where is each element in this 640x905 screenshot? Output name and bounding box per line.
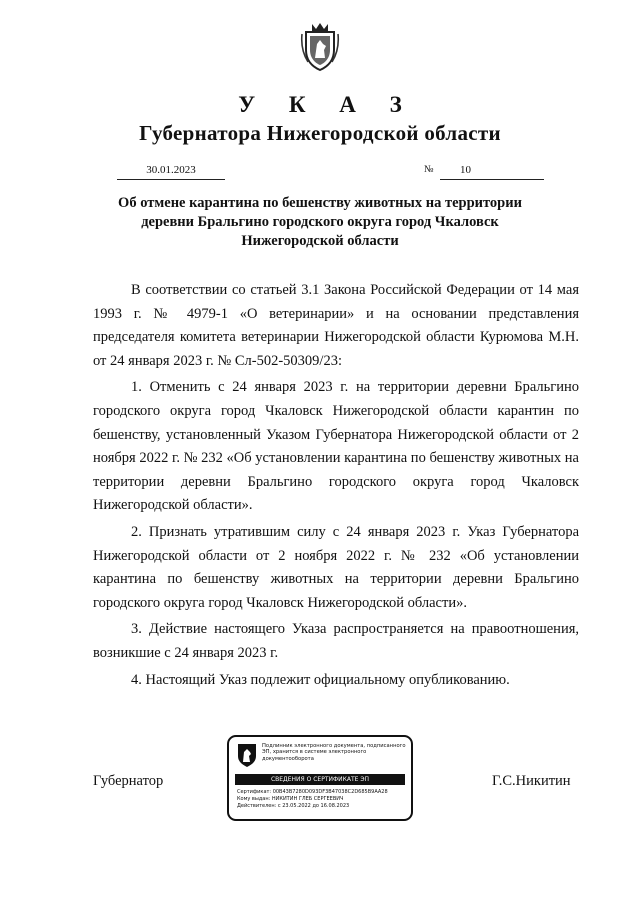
clause-2-paragraph: 2. Признать утратившим силу с 24 января 2023 г. Указ Губернатора Нижегородской области от 2 ноября 2022 г. № 232 «Об установлении карантина по бешенству животных на территории деревни Бральгино городского округа город Чкаловск Нижегородской области». — [93, 523, 579, 611]
certificate-serial: Сертификат: 00B43B7280D093DF3B47038C2D685B9AA28 — [237, 789, 388, 795]
electronic-signature-stamp — [227, 735, 413, 821]
stamp-certificate-banner: СВЕДЕНИЯ О СЕРТИФИКАТЕ ЭП — [235, 774, 405, 785]
issuer-title: Губернатора Нижегородской области — [139, 121, 501, 145]
preamble-paragraph: В соответствии со статьей 3.1 Закона Российской Федерации от 14 мая 1993 г. № 4979-1 «О ветеринарии» и на основании представления председателя комитета ветеринарии Нижегородской области Курюмова М.Н. от 24 января 2023 г. № Сл-502-50309/23: — [93, 282, 579, 369]
decree-number: 10 — [460, 164, 471, 176]
emblem-icon — [236, 742, 258, 768]
certificate-validity: Действителен: с 23.05.2022 до 16.08.2023 — [237, 803, 350, 809]
signatory-position: Губернатор — [93, 773, 164, 789]
decree-body — [93, 279, 579, 692]
clause-4-paragraph: 4. Настоящий Указ подлежит официальному опубликованию. — [131, 671, 510, 688]
clause-3-paragraph: 3. Действие настоящего Указа распространяется на правоотношения, возникшие с 24 января 2023 г. — [93, 621, 579, 661]
decree-date: 30.01.2023 — [117, 163, 225, 180]
decree-title: У К А З — [238, 92, 416, 117]
number-sign: № — [424, 164, 434, 175]
certificate-owner: Кому выдан: НИКИТИН ГЛЕБ СЕРГЕЕВИЧ — [237, 796, 344, 802]
clause-1-paragraph: 1. Отменить с 24 января 2023 г. на территории деревни Бральгино городского округа город Чкаловск Нижегородской области карантин по бешенству, установленный Указом Губернатора Нижегородской области от 2 ноября 2022 г. № 232 «Об установлении карантина по бешенству животных на территории деревни Бральгино городского округа город Чкаловск Нижегородской области». — [93, 379, 579, 514]
stamp-header: Подлинник электронного документа, подписанного ЭП, хранится в системе электронного документооборота — [262, 743, 406, 762]
stamp-details — [237, 789, 409, 810]
decree-subject: Об отмене карантина по бешенству животных на территории деревни Бральгино городского округа город Чкаловск Нижегородской области — [118, 195, 522, 249]
coat-of-arms-icon — [300, 20, 340, 72]
decree-number-field — [440, 163, 544, 180]
signatory-name: Г.С.Никитин — [492, 773, 571, 789]
